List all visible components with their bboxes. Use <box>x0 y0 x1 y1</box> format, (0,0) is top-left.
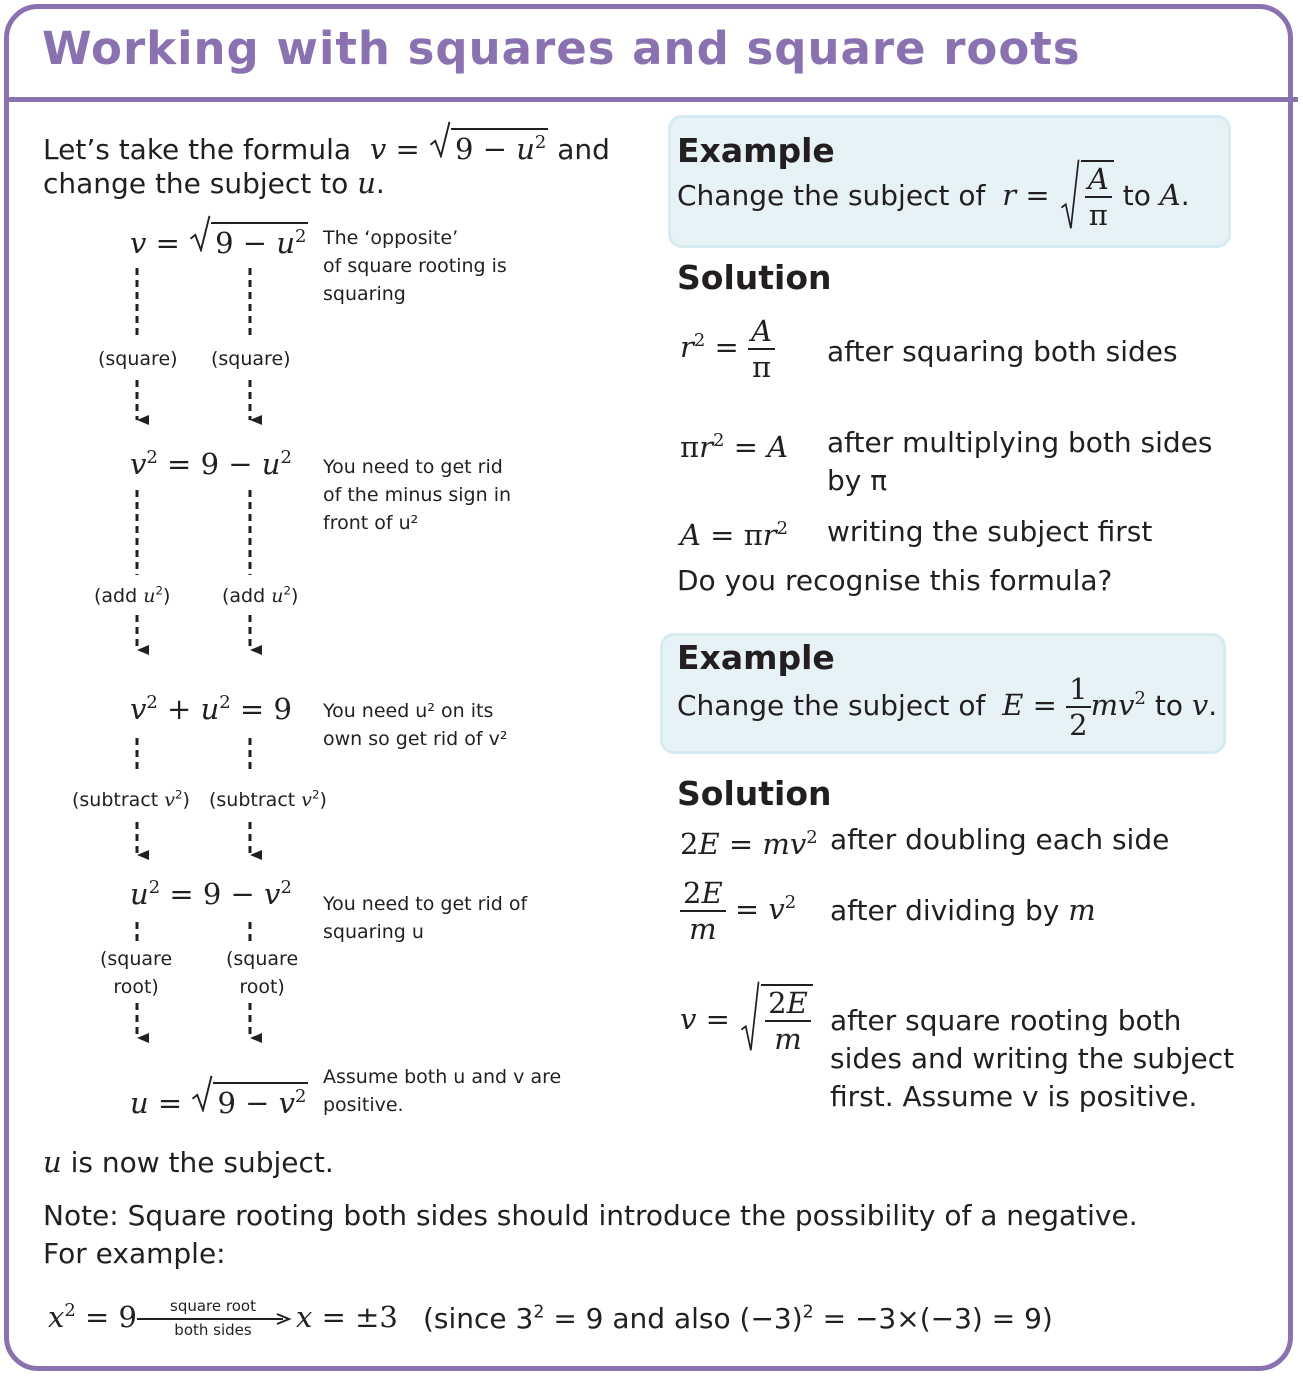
example-1-heading: Example <box>677 131 835 170</box>
example-2-expl-3: after square rooting both sides and writing the subject first. Assume v is positive. <box>830 1004 1235 1113</box>
example-2-eq-3: v = $\frac{2E}{m}$ <box>680 984 813 1056</box>
intro-line-2: change the subject to u. <box>43 166 385 200</box>
example-2-solution-heading: Solution <box>677 774 832 813</box>
note-line-2: For example: <box>43 1237 226 1270</box>
op-square-left: (square) <box>98 348 178 370</box>
note-example-right: x = ±3 <box>296 1300 398 1334</box>
note-since: (since $3^2 = 9$ and also $(-3)^2 = -3\times(-3) = 9$) <box>423 1302 1053 1335</box>
step-note-4: You need to get rid of squaring u <box>323 893 528 943</box>
equation-1: v = $9 - u^2$ <box>130 222 308 260</box>
op-sqrt-right: (square root) <box>226 948 299 998</box>
step-note-2: You need to get rid of the minus sign in front of u² <box>323 456 512 534</box>
example-1-expl-1: after squaring both sides <box>827 335 1178 368</box>
op-add-left: (add $u^2$) <box>94 583 171 607</box>
op-add-right: (add $u^2$) <box>222 583 299 607</box>
step-note-3: You need u² on its own so get rid of v² <box>323 700 508 750</box>
example-2-expl-2: after dividing by m <box>830 893 1096 927</box>
equation-2: $v^2 = 9 - u^2$ <box>130 446 292 481</box>
op-subtract-left: (subtract $v^2$) <box>72 787 190 811</box>
example-2-expl-1: after doubling each side <box>830 823 1170 856</box>
op-subtract-right: (subtract $v^2$) <box>209 787 327 811</box>
equation-3: $v^2 + u^2 = 9$ <box>130 691 292 726</box>
op-sqrt-left: (square root) <box>100 948 173 998</box>
note-line-1: Note: Square rooting both sides should introduce the possibility of a negative. <box>43 1199 1138 1232</box>
step-note-1: The ‘opposite’ of square rooting is squaring <box>323 227 507 305</box>
example-1-eq-1: $r^2$ = $\frac{A}{\pi}$ <box>680 314 775 384</box>
example-1-expl-2: after multiplying both sides by π <box>827 426 1213 497</box>
page-title: Working with squares and square roots <box>42 22 1081 75</box>
note-example-left: $x^2 = 9$ <box>48 1299 137 1334</box>
step-note-5: Assume both u and v are positive. <box>323 1066 562 1116</box>
example-1-recognise: Do you recognise this formula? <box>677 564 1113 597</box>
example-2-heading: Example <box>677 638 835 677</box>
note-arrow: square root both sides <box>137 1297 293 1343</box>
equation-4: $u^2 = 9 - v^2$ <box>130 876 292 911</box>
example-1-question: Change the subject of r = $\frac{A}{\pi}$ to A. <box>677 160 1190 232</box>
example-1-eq-3: $A = \pi r^2$ <box>680 517 789 552</box>
example-1-solution-heading: Solution <box>677 258 832 297</box>
example-1-expl-3: writing the subject first <box>827 515 1153 548</box>
example-2-eq-1: $2E = mv^2$ <box>680 826 818 861</box>
intro-formula: v = $9 - u^2$ <box>370 132 548 166</box>
intro-line-1: Let’s take the formula v = $9 - u^2$ and <box>43 128 610 166</box>
example-2-question: Change the subject of E = $\frac{1}{2}$ $mv^2$ to v. <box>677 672 1218 742</box>
equation-5: u = $9 - v^2$ <box>130 1082 308 1120</box>
example-2-eq-2: $\frac{2E}{m}$ = $v^2$ <box>680 876 796 946</box>
op-square-right: (square) <box>211 348 291 370</box>
subject-statement: u is now the subject. <box>43 1145 334 1179</box>
example-1-eq-2: $\pi r^2 = A$ <box>680 429 789 464</box>
